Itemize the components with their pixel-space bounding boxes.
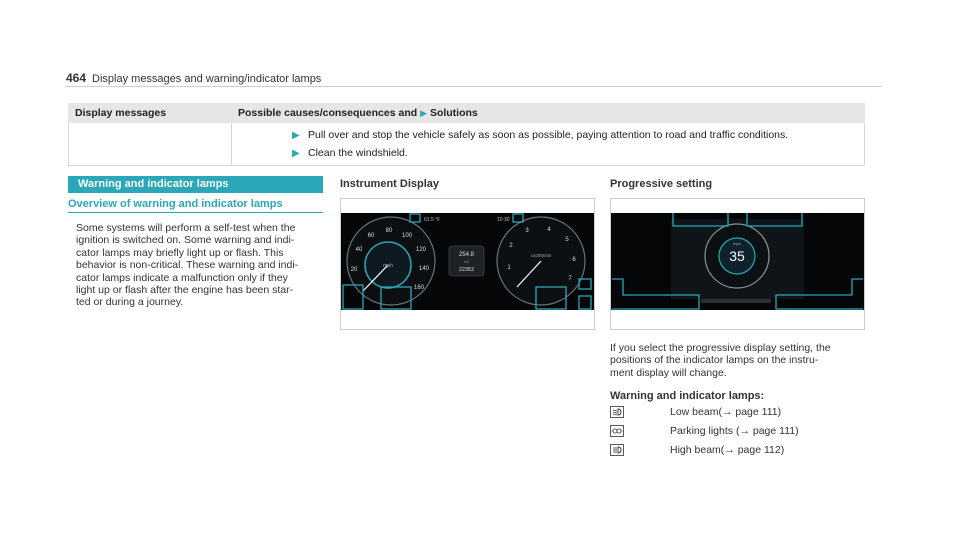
speed-tick: 140 bbox=[418, 266, 430, 272]
rpm-tick: 5 bbox=[565, 237, 569, 243]
lamps-title: Warning and indicator lamps: bbox=[610, 390, 765, 402]
table-header-messages: Display messages bbox=[69, 104, 232, 123]
clock: 10:30 bbox=[497, 217, 510, 223]
rpm-tick: 3 bbox=[525, 228, 529, 234]
rpm-tick: 4 bbox=[547, 227, 551, 233]
lamp-label: High beam(→ page 112) bbox=[670, 444, 785, 456]
page-running-title: Display messages and warning/indicator lamps bbox=[92, 73, 322, 85]
odometer-value: 22352 bbox=[458, 267, 475, 273]
low-beam-icon bbox=[610, 406, 670, 418]
high-beam-icon bbox=[610, 444, 670, 456]
progressive-display-image bbox=[611, 199, 864, 329]
speed-tick: 20 bbox=[350, 267, 358, 273]
instrument-display-title: Instrument Display bbox=[340, 178, 440, 190]
lamp-row-low-beam bbox=[610, 406, 781, 418]
progressive-setting-figure bbox=[610, 198, 865, 330]
parking-lights-icon bbox=[610, 425, 670, 437]
table-cell-empty bbox=[69, 123, 232, 166]
instrument-display-image bbox=[341, 199, 594, 329]
display-messages-table bbox=[68, 103, 865, 166]
step-arrow-icon: ▶ bbox=[292, 147, 300, 159]
solution-item: ▶ Clean the windshield. bbox=[238, 144, 858, 162]
range-unit: mi bbox=[464, 259, 469, 264]
range-value: 254.8 bbox=[458, 252, 475, 258]
table-header-causes: Possible causes/consequences and ▶ Solutions bbox=[232, 104, 865, 123]
outside-temperature: 61.5 °F bbox=[424, 217, 441, 223]
solution-item: ▶ Pull over and stop the vehicle safely as soon as possible, paying attention to road and traffic conditions. bbox=[238, 126, 858, 144]
header-rule bbox=[66, 86, 882, 87]
instrument-display-figure bbox=[340, 198, 595, 330]
rpm-tick: 2 bbox=[509, 243, 513, 249]
progressive-setting-title: Progressive setting bbox=[610, 178, 713, 190]
subtitle-rule bbox=[68, 212, 323, 213]
page-number: 464 bbox=[66, 71, 87, 85]
rpm-unit: x1000/min bbox=[530, 253, 552, 258]
rpm-tick: 6 bbox=[572, 257, 576, 263]
speed-tick: 60 bbox=[367, 233, 375, 239]
lamp-label: Low beam(→ page 111) bbox=[670, 406, 782, 418]
speed-tick: 40 bbox=[355, 247, 363, 253]
lamp-label: Parking lights (→ page 111) bbox=[670, 425, 799, 437]
speed-unit: mph bbox=[383, 263, 393, 269]
intro-paragraph: Some systems will perform a self-test when the ignition is switched on. Some warning and indi- cator lamps may briefly light up or flash. This behavior is non-critical. These warning and indi- cator lamps indicate a malfunction only if they light up or flash after the engine has been star- ted or during a journey. bbox=[76, 222, 299, 309]
lamp-row-high-beam bbox=[610, 444, 784, 456]
lamp-row-parking-lights bbox=[610, 425, 799, 437]
speed-tick: 80 bbox=[385, 228, 393, 234]
rpm-tick: 7 bbox=[568, 276, 572, 282]
rpm-tick: 1 bbox=[507, 265, 511, 271]
progressive-info-paragraph: If you select the progressive display setting, the positions of the indicator lamps on the instru- ment display will change. bbox=[610, 342, 831, 379]
section-subtitle: Overview of warning and indicator lamps bbox=[68, 198, 283, 210]
progressive-speed-unit: mph bbox=[733, 241, 741, 246]
arrow-icon: ▶ bbox=[420, 108, 428, 118]
step-arrow-icon: ▶ bbox=[292, 129, 300, 141]
table-cell-solutions bbox=[232, 123, 865, 166]
section-title: Warning and indicator lamps bbox=[68, 176, 323, 193]
speed-tick: 120 bbox=[415, 247, 427, 253]
speed-tick: 100 bbox=[401, 233, 413, 239]
speed-tick: 160 bbox=[413, 285, 425, 291]
page-header bbox=[66, 71, 321, 85]
progressive-speed: 35 bbox=[729, 248, 745, 264]
